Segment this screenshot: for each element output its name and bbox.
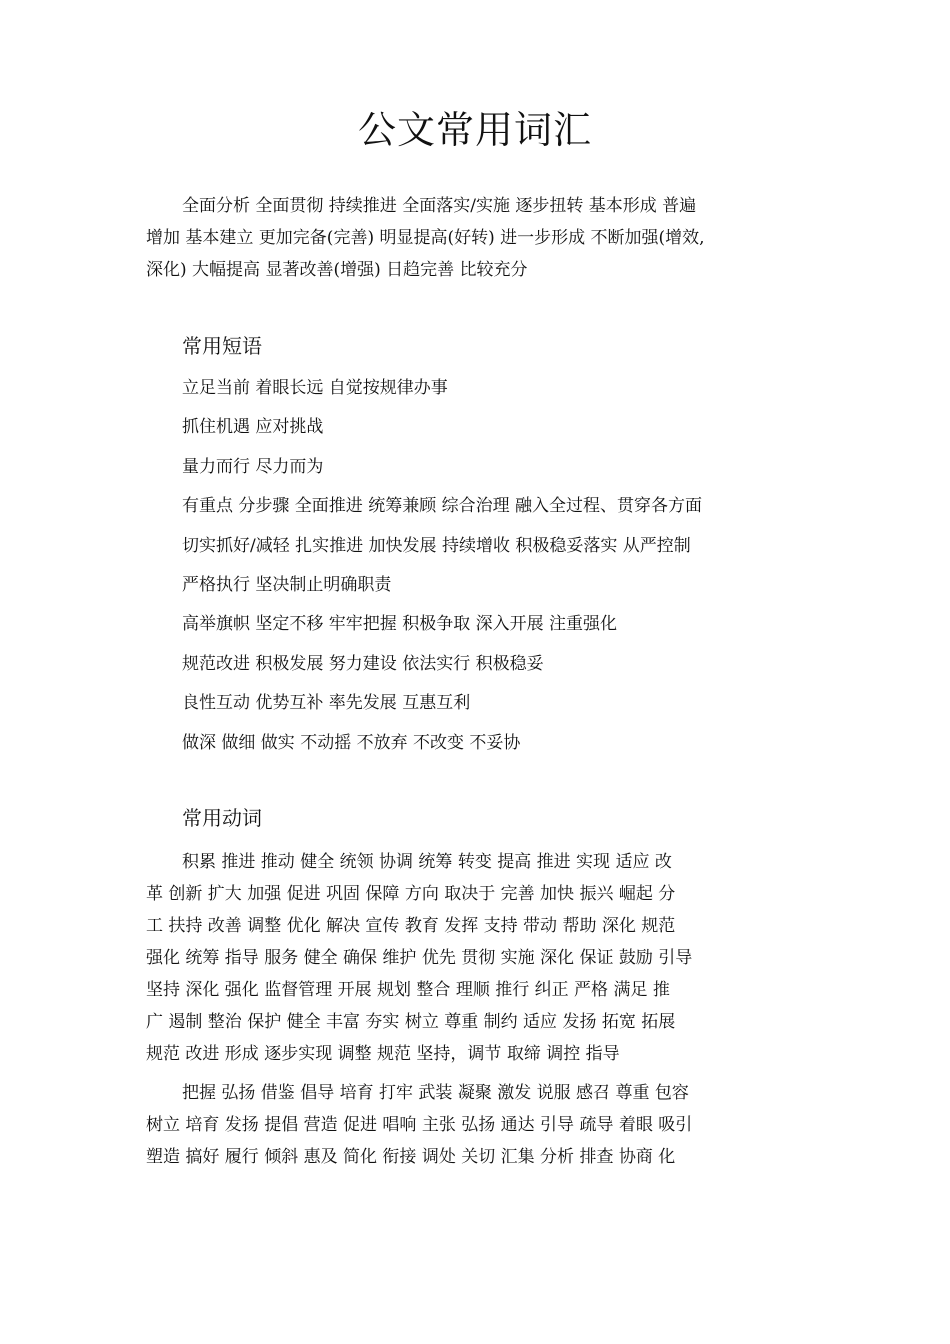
text-line: 广 遏制 整治 保护 健全 丰富 夯实 树立 尊重 制约 适应 发扬 拓宽 拓展 <box>146 1012 676 1032</box>
text-line: 规范 改进 形成 逐步实现 调整 规范 坚持，调节 取缔 调控 指导 <box>146 1044 620 1064</box>
text-line: 工 扶持 改善 调整 优化 解决 宣传 教育 发挥 支持 带动 帮助 深化 规范 <box>146 916 676 936</box>
list-item: 做深 做细 做实 不动摇 不放弃 不改变 不妥协 <box>182 732 521 753</box>
text-line: 把握 弘扬 借鉴 倡导 培育 打牢 武装 凝聚 激发 说服 感召 尊重 包容 <box>182 1083 689 1103</box>
list-item: 严格执行 坚决制止明确职责 <box>182 574 392 595</box>
text-line: 增加 基本建立 更加完备(完善) 明显提高(好转) 进一步形成 不断加强(增效, <box>146 228 705 248</box>
list-item: 有重点 分步骤 全面推进 统筹兼顾 综合治理 融入全过程、贯穿各方面 <box>182 496 703 517</box>
text-line: 强化 统筹 指导 服务 健全 确保 维护 优先 贯彻 实施 深化 保证 鼓励 引导 <box>146 948 693 968</box>
verbs-paragraph-2 <box>146 1077 814 1173</box>
text-line: 深化) 大幅提高 显著改善(增强) 日趋完善 比较充分 <box>146 260 528 280</box>
list-item: 立足当前 着眼长远 自觉按规律办事 <box>182 378 448 398</box>
list-item: 良性互动 优势互补 率先发展 互惠互利 <box>182 693 471 714</box>
text-line: 坚持 深化 强化 监督管理 开展 规划 整合 理顺 推行 纠正 严格 满足 推 <box>146 980 670 1000</box>
text-line: 积累 推进 推动 健全 统领 协调 统筹 转变 提高 推进 实现 适应 改 <box>182 852 672 872</box>
text-line: 树立 培育 发扬 提倡 营造 促进 唱响 主张 弘扬 通达 引导 疏导 着眼 吸引 <box>146 1115 693 1135</box>
list-item: 高举旗帜 坚定不移 牢牢把握 积极争取 深入开展 注重强化 <box>182 614 618 635</box>
list-item: 量力而行 尽力而为 <box>182 456 324 477</box>
list-item: 规范改进 积极发展 努力建设 依法实行 积极稳妥 <box>182 653 544 674</box>
list-item: 切实抓好/减轻 扎实推进 加快发展 持续增收 积极稳妥落实 从严控制 <box>182 535 691 556</box>
page-title: 公文常用词汇 <box>357 108 592 152</box>
verbs-paragraph-1 <box>146 846 814 1070</box>
text-line: 全面分析 全面贯彻 持续推进 全面落实/实施 逐步扭转 基本形成 普遍 <box>182 196 697 216</box>
section-heading-verbs: 常用动词 <box>182 806 262 830</box>
list-item: 抓住机遇 应对挑战 <box>182 417 324 438</box>
phrase-list <box>182 374 702 768</box>
section-heading-phrases: 常用短语 <box>182 334 262 358</box>
text-line: 塑造 搞好 履行 倾斜 惠及 简化 衔接 调处 关切 汇集 分析 排查 协商 化 <box>146 1147 676 1167</box>
intro-paragraph <box>146 190 814 286</box>
text-line: 革 创新 扩大 加强 促进 巩固 保障 方向 取决于 完善 加快 振兴 崛起 分 <box>146 884 676 904</box>
